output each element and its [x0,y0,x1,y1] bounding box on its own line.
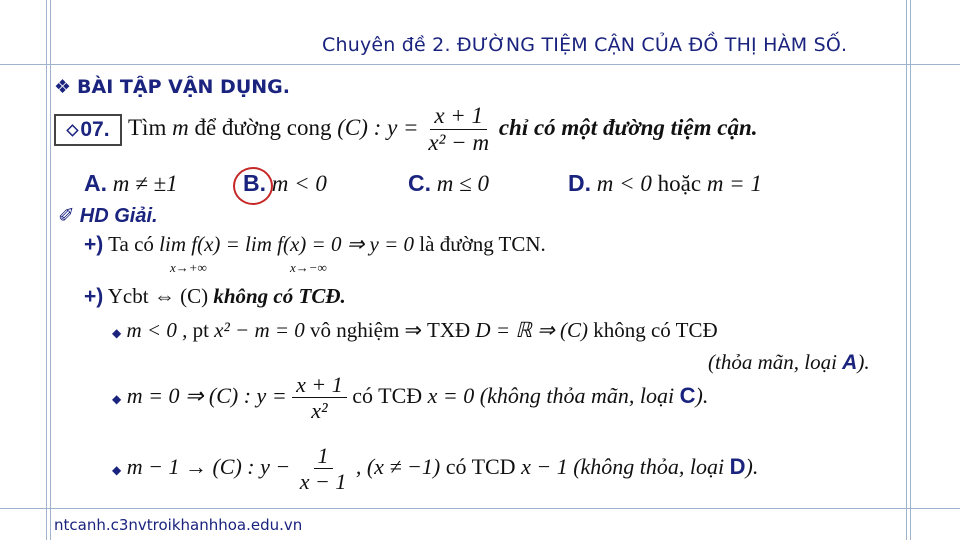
case3-fraction [296,443,351,495]
line1-limit-sub-1: x→+∞ [170,260,207,275]
line2-text-a: Ycbt ⇔ (C) [107,284,209,308]
line1-text-a: Ta có [108,232,154,256]
option-b-text: m < 0 [271,171,327,196]
case3-expr: m − 1 → (C) : y − [126,453,291,479]
option-d [568,170,762,197]
case2-fraction [292,372,347,424]
question-number-icon: ⬦ [66,120,79,139]
question-number: 07. [80,118,110,141]
solution-line-2 [84,284,346,309]
page-border-left-inner [50,0,51,540]
line2-text-b: không có TCĐ. [213,284,346,308]
stem-var-m: m [172,115,189,141]
case-1 [112,318,718,343]
case3-frac-den: x − 1 [299,469,347,495]
case2-frac-num: x + 1 [292,372,347,398]
stem-curve: (C) : y = [337,115,419,141]
case-3 [112,443,758,495]
option-a-text: m ≠ ±1 [112,171,178,196]
case2-text-b: có TCĐ [352,382,423,408]
pencil-icon: ✐ [58,205,75,227]
section-title [54,76,290,98]
option-c-text: m ≤ 0 [436,171,489,196]
case3-frac-num: 1 [314,443,333,469]
stem-suffix: chỉ có một đường tiệm cận. [498,115,758,141]
option-c [408,170,489,197]
line2-label: +) [84,285,104,308]
option-a [84,170,178,197]
line1-label: +) [84,233,104,256]
question-number-box [54,114,122,146]
option-d-text: m < 0 [596,171,652,196]
page-border-right [906,0,907,540]
bullet-icon: ◆ [112,391,122,406]
case2-expr: m = 0 ⇒ (C) : y = [126,382,287,408]
case3-text-e: (không thỏa, loại [573,453,725,479]
case2-text-c: x = 0 [427,382,475,408]
solution-title-text: HD Giải. [79,205,158,227]
question-stem [128,103,757,157]
stem-fraction [424,103,493,157]
case-1-conclusion [708,350,870,375]
stem-frac-num: x + 1 [430,103,487,130]
option-d-text2: m = 1 [706,171,762,196]
option-b [243,170,327,197]
case3-text-f: ). [745,453,759,479]
option-d-label: D. [568,170,591,196]
line1-text-b: là đường TCN. [419,232,546,256]
solution-title [58,203,158,228]
page-border-left [46,0,47,540]
stem-mid: để đường cong [194,115,332,141]
solution-line-1 [84,232,546,257]
case3-text-b: , (x ≠ −1) [355,453,441,479]
case1-pt: pt [192,318,209,342]
case3-text-c: có TCD [445,453,516,479]
case1-text-g: ). [857,350,870,374]
bullet-icon: ◆ [112,462,122,477]
case3-text-d: x − 1 [521,453,568,479]
stem-prefix: Tìm [128,115,167,141]
option-b-label: B. [243,170,266,196]
case2-text-d: (không thỏa mãn, loại [479,382,675,408]
case1-letter: A [842,351,858,374]
page-header: Chuyên đề 2. ĐƯỜNG TIỆM CẬN CỦA ĐỒ THỊ HÀM SỐ. [322,34,848,56]
footer-divider [0,508,960,509]
diamond-bullet-icon: ❖ [54,76,72,98]
bullet-icon: ◆ [112,326,122,340]
case2-frac-den: x² [311,398,328,424]
case1-text-f: (thỏa mãn, loại [708,350,837,374]
case2-text-e: ). [695,382,709,408]
case3-letter: D [729,453,746,479]
option-a-label: A. [84,170,107,196]
case1-expr: x² − m = 0 [214,318,305,342]
case-2 [112,372,708,424]
line1-expr: lim f(x) = lim f(x) = 0 ⇒ y = 0 [159,232,415,256]
section-title-text: BÀI TẬP VẬN DỤNG. [77,76,290,98]
page-border-right-inner [910,0,911,540]
case1-text-d: D = ℝ ⇒ (C) [475,318,588,342]
case1-cond: m < 0 , [126,318,188,342]
case1-text-c: vô nghiệm ⇒ TXĐ [310,318,471,342]
stem-frac-den: x² − m [428,130,490,156]
option-c-label: C. [408,170,431,196]
footer-site[interactable]: ntcanh.c3nvtroikhanhhoa.edu.vn [54,516,303,534]
option-d-or: hoặc [657,171,702,196]
line1-limit-sub-2: x→−∞ [290,260,327,275]
case2-letter: C [679,382,696,408]
case1-text-e: không có TCĐ [593,318,718,342]
header-divider [0,64,960,65]
